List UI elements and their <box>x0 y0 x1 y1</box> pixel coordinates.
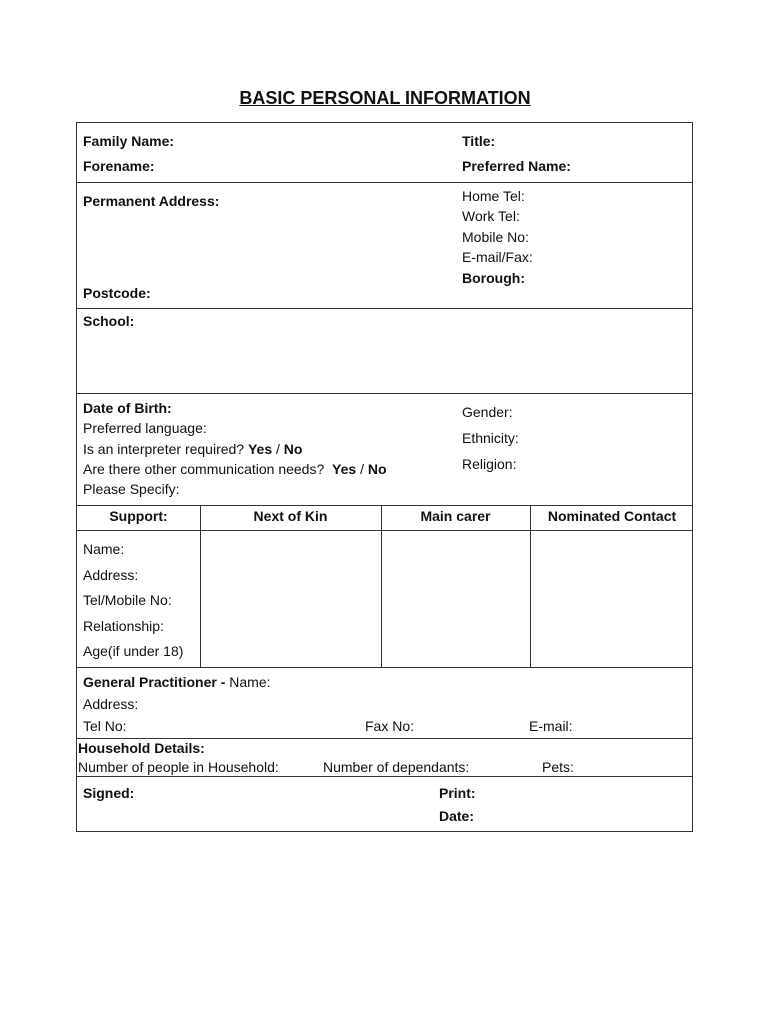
support-header: Support: <box>109 508 168 524</box>
preferred-language-label: Preferred language: <box>83 420 207 436</box>
gp-name-label: Name: <box>229 674 271 690</box>
ethnicity-label: Ethnicity: <box>462 430 519 446</box>
postcode-label: Postcode: <box>83 285 151 301</box>
signed-label: Signed: <box>83 785 135 801</box>
divider <box>77 776 692 777</box>
communication-needs-question <box>83 461 387 477</box>
gp-title: General Practitioner - <box>83 674 226 690</box>
interpreter-yes-option[interactable]: Yes <box>247 441 273 457</box>
divider <box>77 308 692 309</box>
forename-label: Forename: <box>83 158 155 174</box>
please-specify-label: Please Specify: <box>83 481 180 497</box>
household-people-label: Number of people in Household: <box>78 759 279 775</box>
divider <box>77 182 692 183</box>
divider <box>77 738 692 739</box>
nominated-contact-header: Nominated Contact <box>547 508 677 524</box>
mobile-no-label: Mobile No: <box>462 229 529 245</box>
gp-address-label: Address: <box>83 696 139 712</box>
work-tel-label: Work Tel: <box>462 208 520 224</box>
permanent-address-label: Permanent Address: <box>83 193 220 209</box>
support-row-address: Address: <box>83 567 139 583</box>
next-of-kin-header: Next of Kin <box>253 508 328 524</box>
email-fax-label: E-mail/Fax: <box>462 249 533 265</box>
interpreter-question <box>83 441 302 457</box>
date-of-birth-label: Date of Birth: <box>83 400 172 416</box>
gp-tel-label: Tel No: <box>83 718 127 734</box>
divider <box>77 530 692 531</box>
main-carer-header: Main carer <box>420 508 491 524</box>
interpreter-question-text: Is an interpreter required? <box>83 441 245 457</box>
option-separator: / <box>276 441 280 457</box>
support-row-tel: Tel/Mobile No: <box>83 592 172 608</box>
household-dependants-label: Number of dependants: <box>323 759 470 775</box>
school-label: School: <box>83 313 135 329</box>
title-label: Title: <box>462 133 496 149</box>
support-row-name: Name: <box>83 541 125 557</box>
interpreter-no-option[interactable]: No <box>283 441 303 457</box>
divider <box>77 393 692 394</box>
support-row-relationship: Relationship: <box>83 618 164 634</box>
gender-label: Gender: <box>462 404 513 420</box>
personal-info-form <box>76 122 693 832</box>
divider <box>77 505 692 506</box>
gp-fax-label: Fax No: <box>365 718 415 734</box>
communication-yes-option[interactable]: Yes <box>332 461 357 477</box>
gp-label <box>83 674 271 690</box>
option-separator: / <box>360 461 364 477</box>
page-title: BASIC PERSONAL INFORMATION <box>239 88 531 108</box>
support-row-age: Age(if under 18) <box>83 643 184 659</box>
home-tel-label: Home Tel: <box>462 188 525 204</box>
divider <box>77 667 692 668</box>
print-label: Print: <box>439 785 476 801</box>
household-pets-label: Pets: <box>542 759 574 775</box>
preferred-name-label: Preferred Name: <box>462 158 571 174</box>
date-label: Date: <box>439 808 475 824</box>
borough-label: Borough: <box>462 270 525 286</box>
communication-no-option[interactable]: No <box>367 461 387 477</box>
household-details-title: Household Details: <box>78 740 205 756</box>
family-name-label: Family Name: <box>83 133 175 149</box>
communication-needs-text: Are there other communication needs? <box>83 461 325 477</box>
gp-email-label: E-mail: <box>529 718 573 734</box>
religion-label: Religion: <box>462 456 517 472</box>
